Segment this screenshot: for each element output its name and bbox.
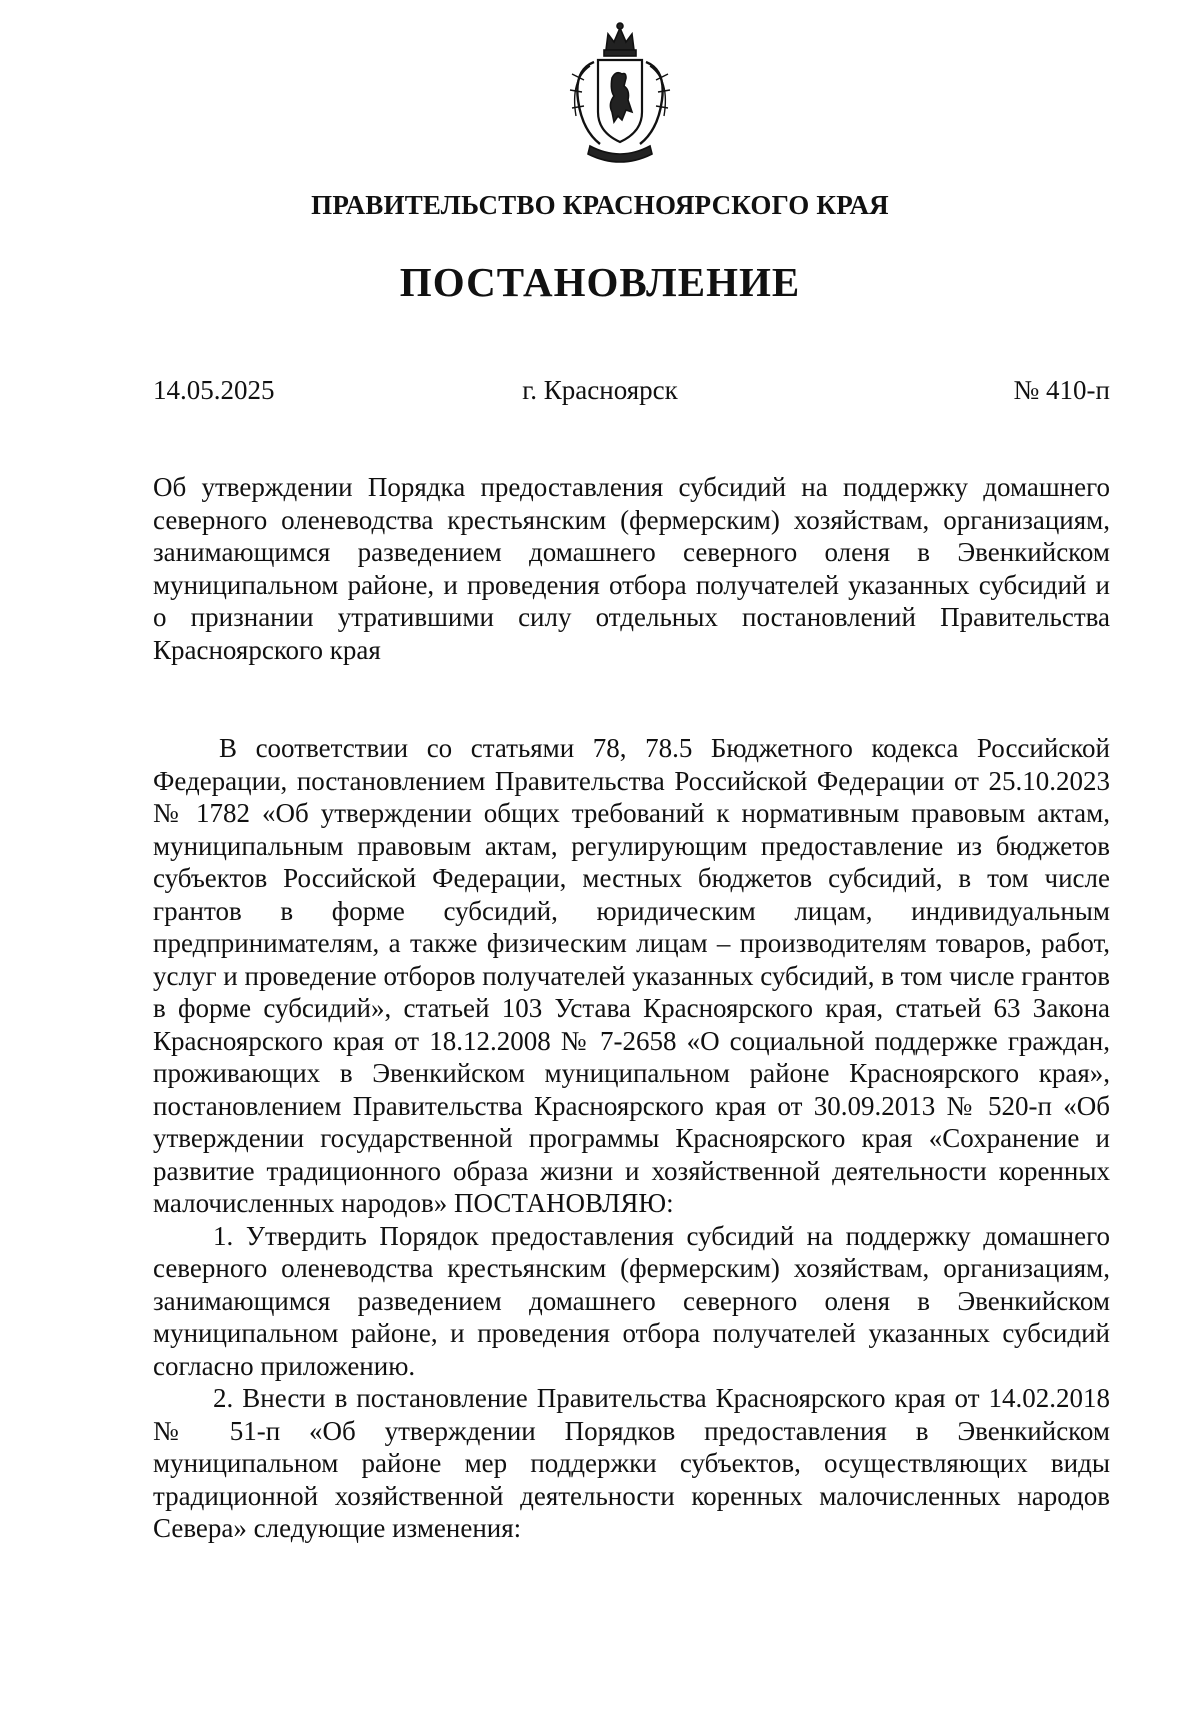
document-body xyxy=(153,732,1110,1545)
item-paragraph-2: 2. Внести в постановление Правительства Красноярского края от 14.02.2018 № 51-п «Об утверждении Порядков предоставления в Эвенкийском муниципальном районе мер поддержки субъектов, осуществляющих виды традиционной хозяйственной деятельности коренных малочисленных народов Севера» следующие изменения: xyxy=(153,1383,1110,1543)
document-title-block xyxy=(153,471,1110,666)
document-number: № 410-п xyxy=(1013,375,1110,405)
document-date: 14.05.2025 xyxy=(153,375,275,405)
organization-heading: ПРАВИТЕЛЬСТВО КРАСНОЯРСКОГО КРАЯ xyxy=(311,190,889,220)
preamble-paragraph: В соответствии со статьями 78, 78.5 Бюджетного кодекса Российской Федерации, постановлением Правительства Российской Федерации от 25.10.2023 № 1782 «Об утверждении общих требований к нормативным правовым актам, муниципальным правовым актам, регулирующим предоставление из бюджетов субъектов Российской Федерации, местных бюджетов субсидий, в том числе грантов в форме субсидий, юридическим лицам, индивидуальным предпринимателям, а также физическим лицам – производителям товаров, работ, услуг и проведение отборов получателей указанных субсидий, в том числе грантов в форме субсидий», статьей 103 Устава Красноярского края, статьей 63 Закона Красноярского края от 18.12.2008 № 7-2658 «О социальной поддержке граждан, проживающих в Эвенкийском муниципальном районе Красноярского края», постановлением Правительства Красноярского края от 30.09.2013 № 520-п «Об утверждении государственной программы Красноярского края «Сохранение и развитие традиционного образа жизни и хозяйственной деятельности коренных малочисленных народов» ПОСТАНОВЛЯЮ: xyxy=(153,733,1110,1218)
document-city: г. Красноярск xyxy=(522,375,678,405)
document-type-heading: ПОСТАНОВЛЕНИЕ xyxy=(399,259,801,305)
coat-of-arms-icon xyxy=(560,20,680,170)
item-paragraph-1: 1. Утвердить Порядок предоставления субсидий на поддержку домашнего северного оленеводства крестьянским (фермерским) хозяйствам, организациям, занимающимся разведением домашнего северного оленя в Эвенкийском муниципальном районе, и проведения отбора получателей указанных субсидий согласно приложению. xyxy=(153,1220,1110,1381)
document-title: Об утверждении Порядка предоставления субсидий на поддержку домашнего северного оленеводства крестьянским (фермерским) хозяйствам, организациям, занимающимся разведением домашнего северного оленя в Эвенкийском муниципальном районе, и проведения отбора получателей указанных субсидий и о признании утратившими силу отдельных постановлений Правительства Красноярского края xyxy=(153,472,1110,665)
